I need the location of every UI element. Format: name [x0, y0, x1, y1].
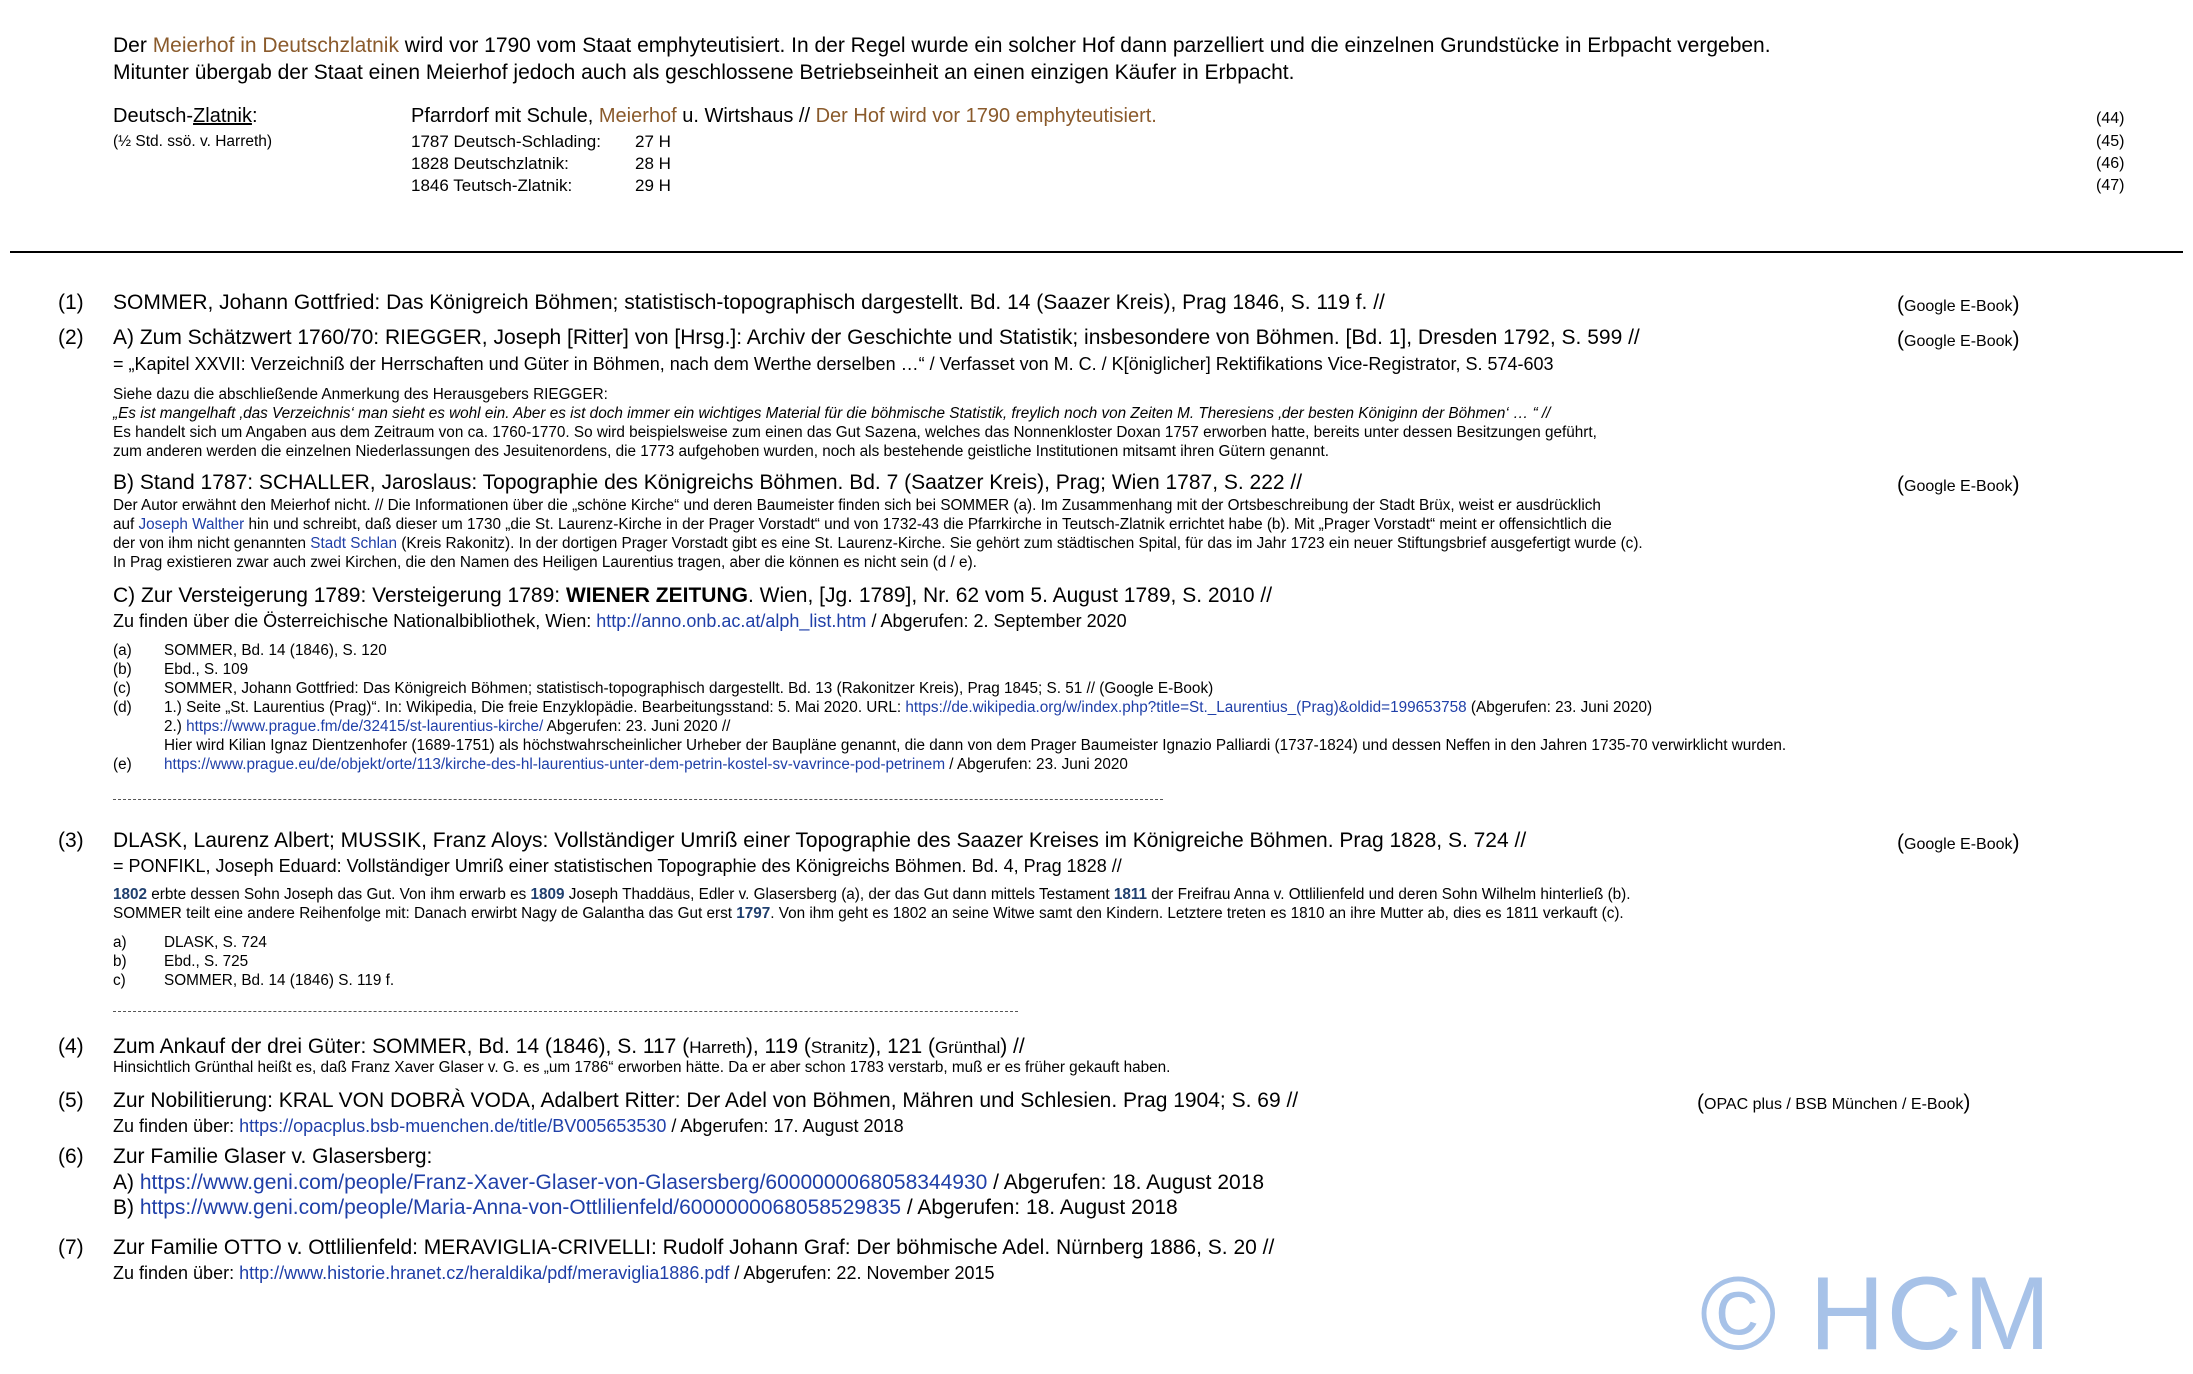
census-label: 1846 Teutsch-Zlatnik:	[411, 176, 573, 195]
note-line: Es handelt sich um Angaben aus dem Zeitraum von ca. 1760-1770. So wird beispielsweise zum einen das Gut Sazena, welches das Nonnenkloster Doxan 1757 erworben hatte, bereits unter dessen Besitzungen geführt,	[113, 424, 1597, 441]
footnote-subtext: Zu finden über: https://opacplus.bsb-muenchen.de/title/BV005653530 / Abgerufen: 17. August 2018	[113, 1116, 904, 1136]
footnote-link-line: B) https://www.geni.com/people/Maria-Anna-von-Ottlilienfeld/6000000068058529835 / Abgerufen: 18. August 2018	[113, 1196, 1178, 1219]
place-distance: (½ Std. ssö. v. Harreth)	[113, 133, 273, 150]
ref-text: SOMMER, Bd. 14 (1846) S. 119 f.	[164, 972, 395, 989]
ref-number: (46)	[2096, 155, 2125, 172]
prague-fm-link[interactable]: https://www.prague.fm/de/32415/st-laurentius-kirche/	[186, 718, 544, 735]
note-line: auf Joseph Walther hin und schreibt, daß dieser um 1730 „die St. Laurenz-Kirche in der Prager Vorstadt“ und von 1732-43 die Pfarrkirche in Teutsch-Zlatnik errichtet habe (b). Mit „Prager Vorstadt“ meint er offensichtlich die	[113, 516, 1612, 533]
footnote-text: Zur Familie Glaser v. Glasersberg:	[113, 1145, 433, 1168]
prague-eu-link[interactable]: https://www.prague.eu/de/objekt/orte/113/kirche-des-hl-laurentius-unter-dem-petrin-kostel-sv-vavrince-pod-petrinem	[164, 756, 946, 773]
ref-label: a)	[113, 934, 127, 951]
ref-number: (47)	[2096, 177, 2125, 194]
note-line: 1802 erbte dessen Sohn Joseph das Gut. Von ihm erwarb es 1809 Joseph Thaddäus, Edler v. Glasersberg (a), der das Gut dann mittels Testament 1811 der Freifrau Anna v. Ottlilienfeld und deren Sohn Wilhelm hinterließ (b).	[113, 886, 1631, 903]
ref-label: (a)	[113, 642, 132, 659]
geni-link-glaser[interactable]: https://www.geni.com/people/Franz-Xaver-Glaser-von-Glasersberg/6000000068058344930	[139, 1171, 988, 1194]
note-line: SOMMER teilt eine andere Reihenfolge mit: Danach erwirbt Nagy de Galantha das Gut erst 1797. Von ihm geht es 1802 an seine Witwe samt den Kindern. Letztere treten es 1810 an ihre Mutter ab, dies es 1811 verkauft (c).	[113, 905, 1624, 922]
footnote-text: Zur Nobilitierung: KRAL VON DOBRÀ VODA, Adalbert Ritter: Der Adel von Böhmen, Mähren und Schlesien. Prag 1904; S. 69 //	[113, 1089, 1299, 1112]
footnote-subtext: Zu finden über die Österreichische Nationalbibliothek, Wien: http://anno.onb.ac.at/alph_list.htm / Abgerufen: 2. September 2020	[113, 611, 1127, 631]
ref-label: (c)	[113, 680, 131, 697]
footnote-text: A) Zum Schätzwert 1760/70: RIEGGER, Joseph [Ritter] von [Hrsg.]: Archiv der Geschichte und Statistik; insbesondere von Böhmen. [Bd. 1], Dresden 1792, S. 599 //	[113, 326, 1640, 349]
ref-text: Hier wird Kilian Ignaz Dientzenhofer (1689-1751) als höchstwahrscheinlicher Urheber der Baupläne genannt, die dann von dem Prager Baumeister Ignazio Palliardi (1737-1824) und dessen Neffen in den Jahren 1735-70 verwirklicht wurden.	[164, 737, 1787, 754]
ref-text: Ebd., S. 725	[164, 953, 249, 970]
ref-label: b)	[113, 953, 127, 970]
census-label: 1787 Deutsch-Schlading:	[411, 132, 601, 151]
opac-link[interactable]: https://opacplus.bsb-muenchen.de/title/BV005653530	[239, 1116, 667, 1136]
footnote-text: Zum Ankauf der drei Güter: SOMMER, Bd. 14 (1846), S. 117 (Harreth), 119 (Stranitz), 121 (Grünthal) //	[113, 1035, 1025, 1058]
footnote-text: B) Stand 1787: SCHALLER, Jaroslaus: Topographie des Königreichs Böhmen. Bd. 7 (Saatzer Kreis), Prag; Wien 1787, S. 222 //	[113, 471, 1303, 494]
ref-text: SOMMER, Bd. 14 (1846), S. 120	[164, 642, 387, 659]
census-label: 1828 Deutschzlatnik:	[411, 154, 569, 173]
meierhof-highlight: Meierhof in Deutschzlatnik	[152, 34, 399, 57]
hranet-link[interactable]: http://www.historie.hranet.cz/heraldika/pdf/meraviglia1886.pdf	[239, 1263, 730, 1283]
ref-text: Ebd., S. 109	[164, 661, 249, 678]
ref-text: DLASK, S. 724	[164, 934, 267, 951]
ref-number: (44)	[2096, 110, 2125, 127]
note-line: In Prag existieren zwar auch zwei Kirchen, die den Namen des Heiligen Laurentius tragen, aber die können es nicht sein (d / e).	[113, 554, 977, 571]
wikipedia-link[interactable]: https://de.wikipedia.org/w/index.php?title=St._Laurentius_(Prag)&oldid=199653758	[905, 699, 1467, 716]
source-tag: (Google E-Book)	[1897, 831, 2020, 854]
footnote-link-line: A) https://www.geni.com/people/Franz-Xaver-Glaser-von-Glasersberg/6000000068058344930 / Abgerufen: 18. August 2018	[113, 1171, 1265, 1194]
intro-line-2: Mitunter übergab der Staat einen Meierhof jedoch auch als geschlossene Betriebseinheit an einen einzigen Käufer in Erbpacht.	[113, 61, 1295, 84]
source-tag: (Google E-Book)	[1897, 293, 2020, 316]
intro-line-1: Der Meierhof in Deutschzlatnik wird vor 1790 vom Staat emphyteutisiert. In der Regel wurde ein solcher Hof dann parzelliert und die einzelnen Grundstücke in Erbpacht vergeben.	[113, 34, 1771, 57]
ref-text: 2.) https://www.prague.fm/de/32415/st-laurentius-kirche/ Abgerufen: 23. Juni 2020 //	[164, 718, 731, 735]
ref-text: SOMMER, Johann Gottfried: Das Königreich Böhmen; statistisch-topographisch dargestellt. Bd. 13 (Rakonitzer Kreis), Prag 1845; S. 51 // (Google E-Book)	[164, 680, 1214, 697]
footnote-subtext: = „Kapitel XXVII: Verzeichniß der Herrschaften und Güter in Böhmen, nach dem Werthe derselben …“ / Verfasset von M. C. / K[öniglicher] Rektifikations Vice-Registrator, S. 574-603	[113, 354, 1554, 374]
ref-label: c)	[113, 972, 126, 989]
footnote-subtext: Zu finden über: http://www.historie.hranet.cz/heraldika/pdf/meraviglia1886.pdf / Abgerufen: 22. November 2015	[113, 1263, 995, 1283]
source-tag: (Google E-Book)	[1897, 473, 2020, 496]
note-line: der von ihm nicht genannten Stadt Schlan (Kreis Rakonitz). In der dortigen Prager Vorstadt gibt es eine St. Laurenz-Kirche. Sie gehört zum städtischen Spital, für das im Jahr 1723 ein neuer Stiftungsbrief ausgefertigt wurde (c).	[113, 535, 1643, 552]
footnote-number: (2)	[58, 326, 84, 349]
ref-text: 1.) Seite „St. Laurentius (Prag)“. In: Wikipedia, Die freie Enzyklopädie. Bearbeitungsstand: 5. Mai 2020. URL: https://de.wikipedia.org/w/index.php?title=St._Laurentius_(Prag)&oldid=199653758 (Abgerufen: 23. Juni 2020)	[164, 699, 1653, 716]
census-value: 29 H	[635, 176, 671, 195]
footnote-text: DLASK, Laurenz Albert; MUSSIK, Franz Aloys: Vollständiger Umriß einer Topographie des Saazer Kreises im Königreiche Böhmen. Prag 1828, S. 724 //	[113, 829, 1527, 852]
census-value: 27 H	[635, 132, 671, 151]
geni-link-ottlilienfeld[interactable]: https://www.geni.com/people/Maria-Anna-von-Ottlilienfeld/6000000068058529835	[139, 1196, 902, 1219]
ref-label: (d)	[113, 699, 132, 716]
intro-paragraph	[113, 32, 1771, 86]
source-tag: (OPAC plus / BSB München / E-Book)	[1697, 1091, 1971, 1114]
note-line: Hinsichtlich Grünthal heißt es, daß Franz Xaver Glaser v. G. es „um 1786“ erworben hätte. Da er aber schon 1783 verstarb, muß er es früher gekauft haben.	[113, 1059, 1171, 1076]
footnote-number: (7)	[58, 1236, 84, 1259]
footnote-subtext: = PONFIKL, Joseph Eduard: Vollständiger Umriß einer statistischen Topographie des Königreichs Böhmen. Bd. 4, Prag 1828 //	[113, 856, 1122, 876]
footnote-number: (3)	[58, 829, 84, 852]
note-line: Der Autor erwähnt den Meierhof nicht. // Die Informationen über die „schöne Kirche“ und deren Baumeister finden sich bei SOMMER (a). Im Zusammenhang mit der Ortsbeschreibung der Stadt Brüx, weist er ausdrücklich	[113, 497, 1601, 514]
note-line: zum anderen werden die einzelnen Niederlassungen des Jesuitenordens, die 1773 aufgehoben wurden, noch als bestehende geistliche Institutionen mitsamt ihren Gütern genannt.	[113, 443, 1330, 460]
footnote-number: (6)	[58, 1145, 84, 1168]
ref-number: (45)	[2096, 133, 2125, 150]
place-name: Deutsch-Zlatnik:	[113, 105, 258, 127]
census-value: 28 H	[635, 154, 671, 173]
source-link[interactable]: http://anno.onb.ac.at/alph_list.htm	[596, 611, 867, 631]
copyright-watermark: © HCM	[1700, 1256, 2053, 1372]
separator-line	[10, 251, 2183, 253]
note-line: Siehe dazu die abschließende Anmerkung des Herausgebers RIEGGER:	[113, 386, 608, 403]
footnote-number: (4)	[58, 1035, 84, 1058]
ref-label: (e)	[113, 756, 132, 773]
dashed-divider	[113, 1011, 1018, 1012]
source-tag: (Google E-Book)	[1897, 328, 2020, 351]
footnote-text: C) Zur Versteigerung 1789: Versteigerung 1789: WIENER ZEITUNG. Wien, [Jg. 1789], Nr. 62 vom 5. August 1789, S. 2010 //	[113, 584, 1273, 607]
ref-label: (b)	[113, 661, 132, 678]
footnote-text: SOMMER, Johann Gottfried: Das Königreich Böhmen; statistisch-topographisch dargestellt. Bd. 14 (Saazer Kreis), Prag 1846, S. 119 f. //	[113, 291, 1385, 314]
quote-line: „Es ist mangelhaft ‚das Verzeichnis‘ man sieht es wohl ein. Aber es ist doch immer ein wichtiges Material für die böhmische Statistik, freylich noch von Zeiten M. Theresiens ‚der besten Königinn der Böhmen‘ … “ //	[113, 405, 1551, 422]
ref-text: https://www.prague.eu/de/objekt/orte/113/kirche-des-hl-laurentius-unter-dem-petrin-kostel-sv-vavrince-pod-petrinem / Abgerufen: 23. Juni 2020	[164, 756, 1128, 773]
footnote-number: (5)	[58, 1089, 84, 1112]
place-description: Pfarrdorf mit Schule, Meierhof u. Wirtshaus // Der Hof wird vor 1790 emphyteutisiert.	[411, 105, 1157, 127]
footnote-number: (1)	[58, 291, 84, 314]
footnote-text: Zur Familie OTTO v. Ottlilienfeld: MERAVIGLIA-CRIVELLI: Rudolf Johann Graf: Der böhmische Adel. Nürnberg 1886, S. 20 //	[113, 1236, 1275, 1259]
dashed-divider	[113, 799, 1163, 800]
